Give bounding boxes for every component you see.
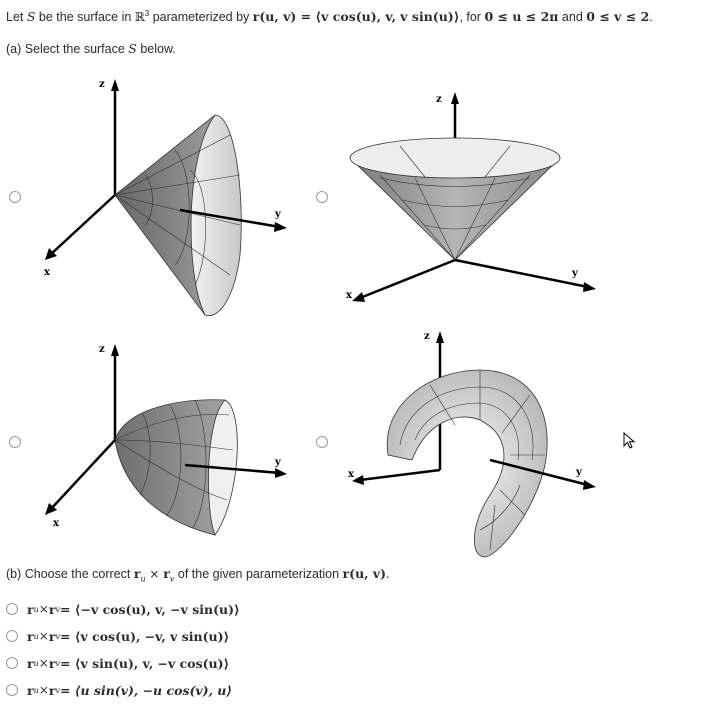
intro-text: Let <box>6 10 27 25</box>
cross-product-option-1[interactable] <box>6 601 240 617</box>
r-symbol: r <box>48 655 56 671</box>
y-axis <box>455 260 588 287</box>
r-symbol: r <box>27 628 34 644</box>
x-axis <box>360 470 440 480</box>
times-symbol: × <box>38 602 49 616</box>
spiral-surface <box>387 370 547 557</box>
v-subscript: v <box>55 631 60 641</box>
r-symbol: r <box>27 682 34 698</box>
surface-option-4-radio[interactable] <box>316 436 328 448</box>
u-subscript: u <box>33 685 39 695</box>
z-axis-label: z <box>436 94 442 105</box>
surface-figure-1 <box>35 75 295 325</box>
mouse-cursor-icon <box>623 432 637 450</box>
x-axis-arrow <box>352 292 365 302</box>
y-axis-label: y <box>572 268 578 279</box>
z-axis-label: z <box>424 331 430 342</box>
surface-option-2-radio[interactable] <box>316 191 328 203</box>
x-axis-label: x <box>346 290 352 301</box>
z-axis-arrow <box>451 92 459 104</box>
z-axis-arrow <box>111 344 119 356</box>
dimension-sup: 3 <box>144 9 150 18</box>
y-axis-label: y <box>275 209 281 220</box>
r-symbol: r <box>163 566 170 581</box>
y-axis-label: y <box>576 467 582 478</box>
u-subscript: u <box>140 574 146 584</box>
v-range: 0 ≤ v ≤ 2 <box>586 9 650 25</box>
surface-figure-4 <box>340 325 610 560</box>
x-axis-label: x <box>348 469 354 480</box>
intro-text: and <box>558 10 587 25</box>
u-subscript: u <box>33 631 39 641</box>
intro-text: , for <box>459 10 485 25</box>
surface-option-3-radio[interactable] <box>9 436 21 448</box>
part-a-text: (a) Select the surface <box>6 42 129 56</box>
cross-product-option-1-radio[interactable] <box>6 603 18 615</box>
real-space-symbol: ℝ <box>134 10 145 25</box>
part-b-text: of the given parameterization <box>174 567 343 581</box>
u-range: 0 ≤ u ≤ 2π <box>484 9 559 25</box>
option-expression: = ⟨v sin(u), v, −v cos(u)⟩ <box>59 655 230 671</box>
y-axis-label: y <box>275 457 281 468</box>
intro-text: . <box>649 10 653 25</box>
y-axis-arrow <box>583 480 596 490</box>
times-symbol: × <box>38 629 49 643</box>
cross-product-option-3-radio[interactable] <box>6 657 18 669</box>
y-axis-arrow <box>583 282 596 292</box>
z-axis-arrow <box>111 79 119 91</box>
part-b-label <box>6 566 390 584</box>
v-subscript: v <box>169 574 175 584</box>
surface-option-1-radio[interactable] <box>9 191 21 203</box>
y-axis-arrow <box>275 468 287 478</box>
surface-figure-3 <box>35 340 295 540</box>
r-symbol: r <box>48 601 56 617</box>
times-symbol: × <box>38 683 49 697</box>
x-axis <box>50 440 115 510</box>
cross-product-option-3[interactable] <box>6 655 229 671</box>
u-subscript: u <box>33 604 39 614</box>
x-axis-label: x <box>44 267 50 278</box>
part-a-label <box>6 41 176 56</box>
r-symbol: r <box>48 628 56 644</box>
x-axis <box>50 195 115 255</box>
cross-product-option-2-radio[interactable] <box>6 630 18 642</box>
intro-text: parameterized by <box>149 10 253 25</box>
u-subscript: u <box>33 658 39 668</box>
part-a-text: below. <box>136 42 176 56</box>
cross-product-option-4-radio[interactable] <box>6 684 18 696</box>
z-axis-arrow <box>436 331 444 343</box>
part-b-text: . <box>386 567 390 581</box>
r-symbol: r <box>27 655 34 671</box>
option-expression: = ⟨u sin(v), −u cos(v), u⟩ <box>59 682 233 698</box>
v-subscript: v <box>55 658 60 668</box>
option-expression: = ⟨−v cos(u), v, −v sin(u)⟩ <box>59 601 240 617</box>
parameterization: r(u, v) = ⟨v cos(u), v, v sin(u)⟩ <box>252 9 460 25</box>
surface-symbol: S <box>128 41 137 56</box>
v-subscript: v <box>55 685 60 695</box>
cross-product-option-4[interactable] <box>6 682 232 698</box>
times-symbol: × <box>38 656 49 670</box>
z-axis-label: z <box>99 344 105 355</box>
x-axis <box>360 260 455 298</box>
option-expression: = ⟨v cos(u), −v, v sin(u)⟩ <box>59 628 230 644</box>
y-axis-arrow <box>274 222 287 232</box>
r-symbol: r <box>27 601 34 617</box>
x-axis-label: x <box>53 518 59 529</box>
times-symbol: × <box>145 567 164 581</box>
z-axis-label: z <box>99 79 105 90</box>
parameterization: r(u, v) <box>342 566 387 581</box>
intro-text: be the surface in <box>35 10 135 25</box>
r-symbol: r <box>48 682 56 698</box>
v-subscript: v <box>55 604 60 614</box>
surface-figure-2 <box>340 80 610 310</box>
r-symbol: r <box>133 566 141 581</box>
cross-product-option-2[interactable] <box>6 628 229 644</box>
surface-symbol: S <box>26 9 36 25</box>
question-intro <box>6 9 653 24</box>
cone-rim <box>350 138 560 178</box>
part-b-text: (b) Choose the correct <box>6 567 134 581</box>
